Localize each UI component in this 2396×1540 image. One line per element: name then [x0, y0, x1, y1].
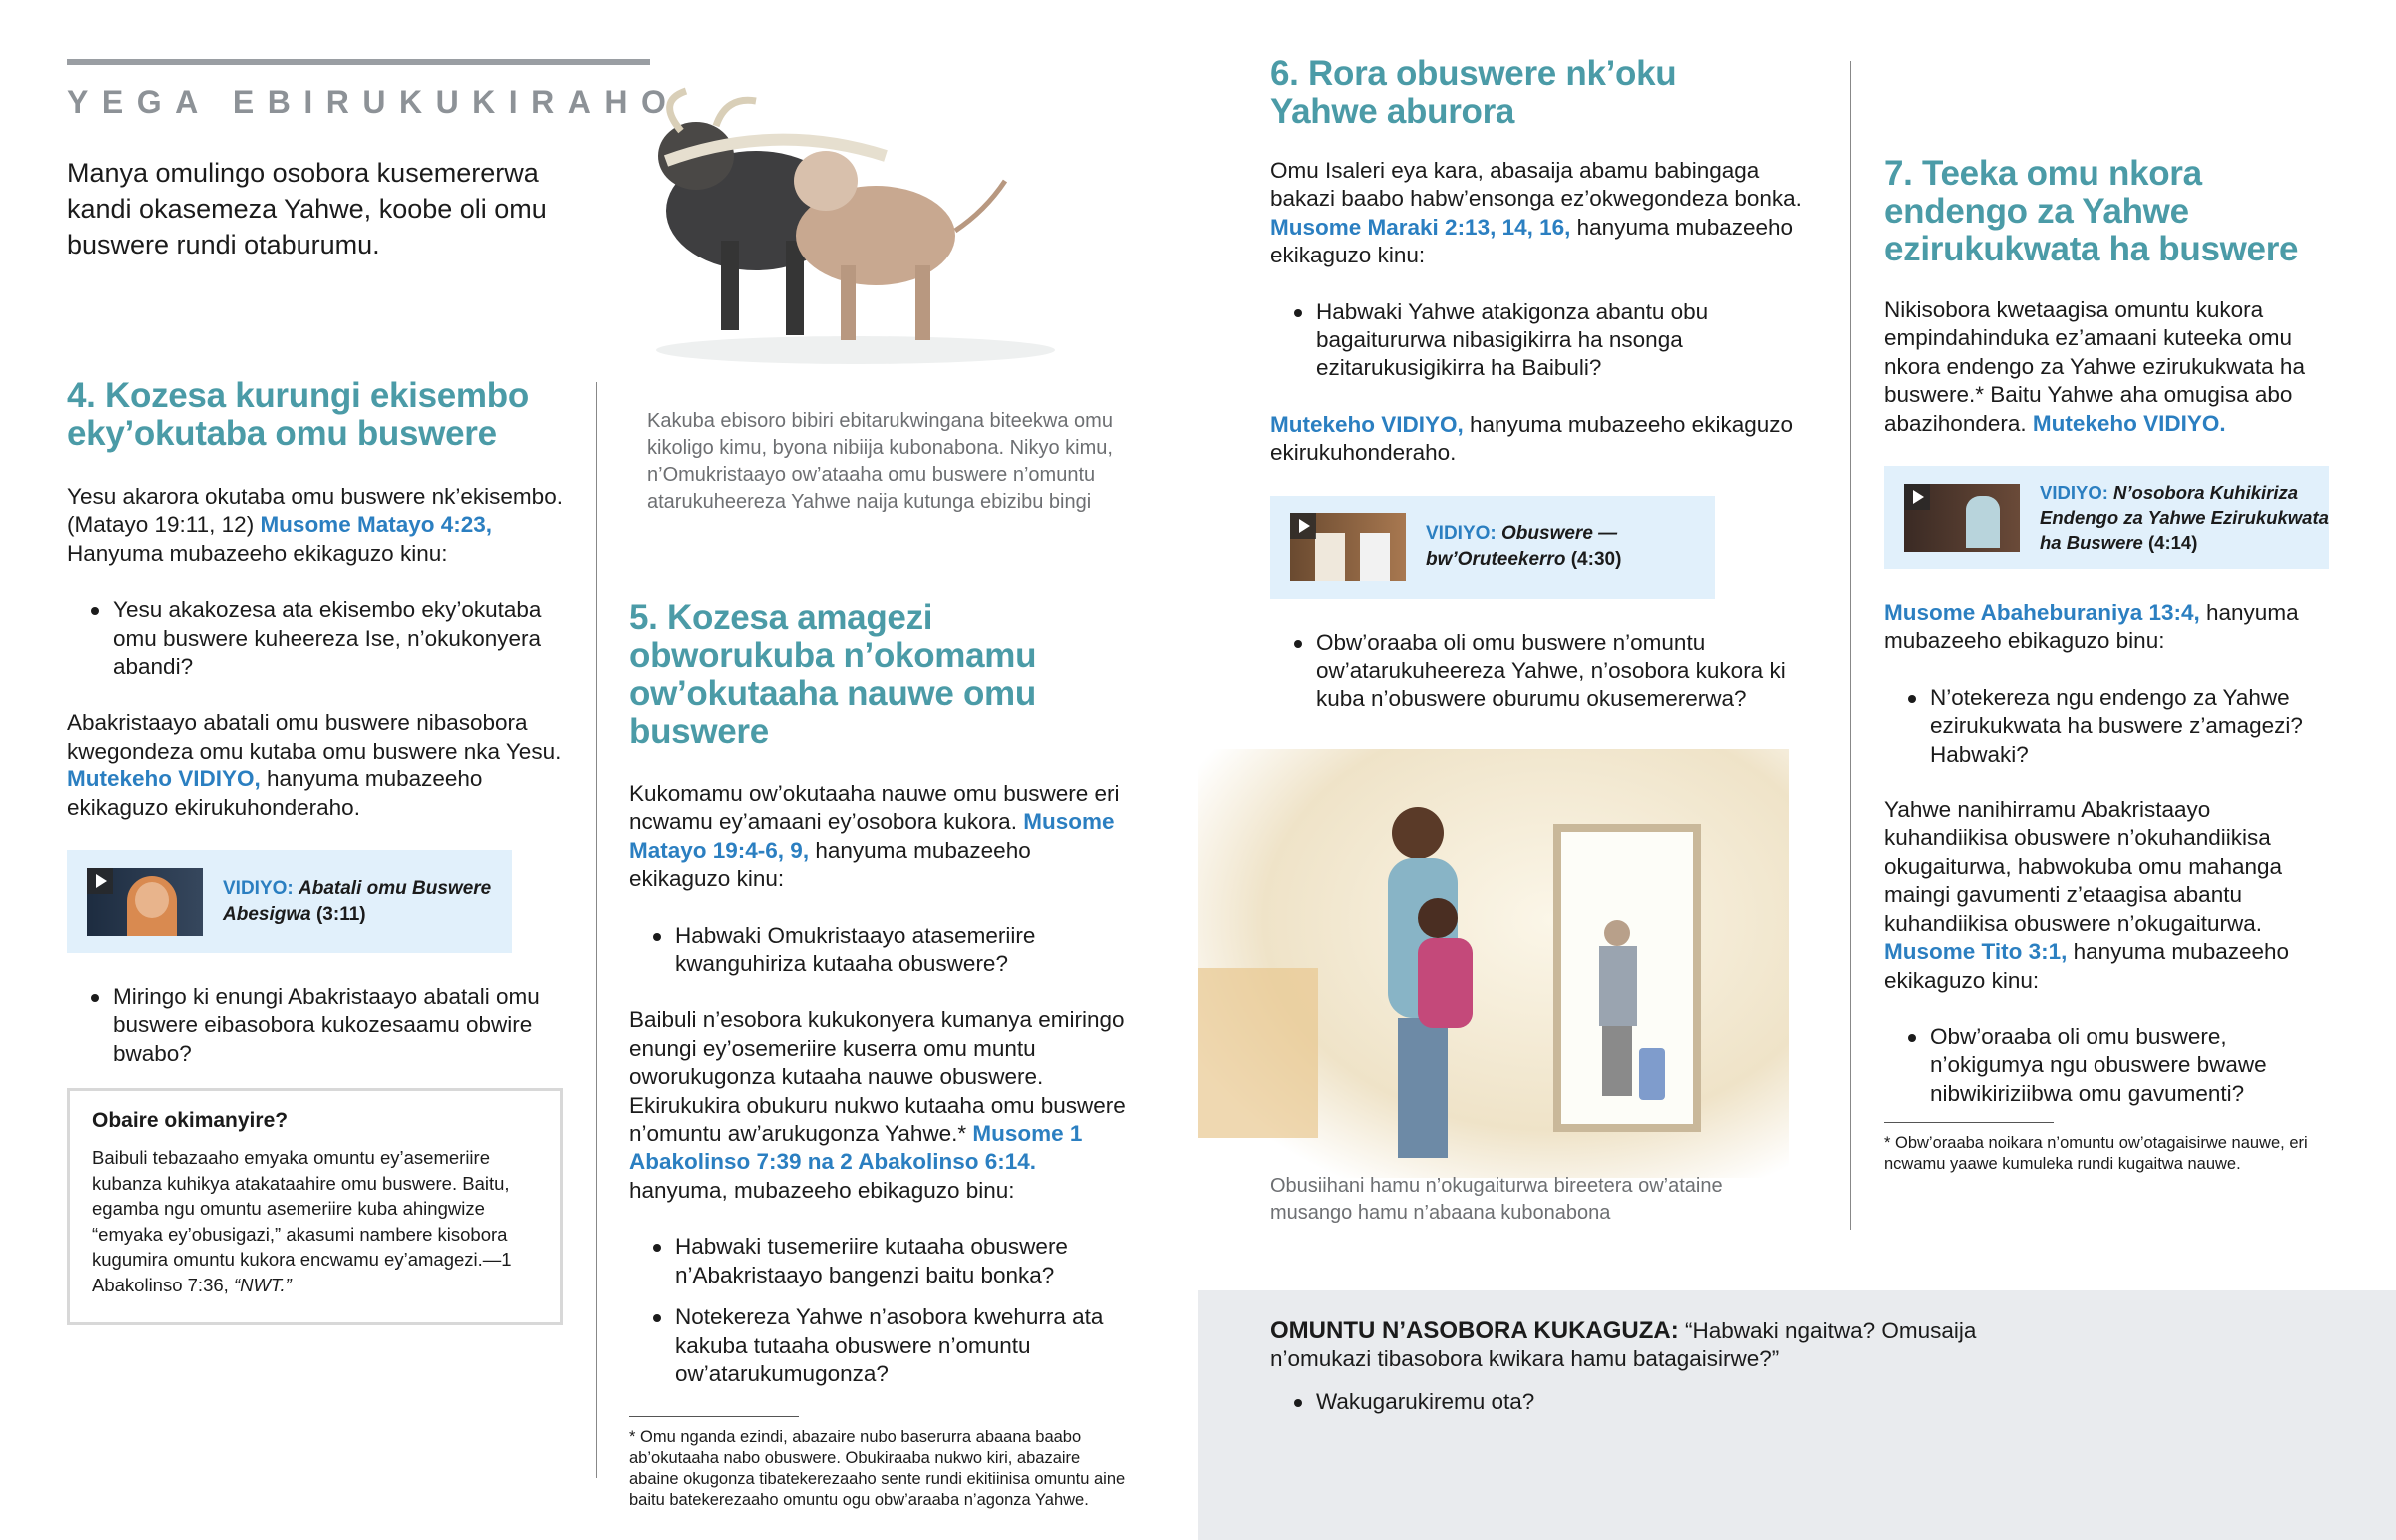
play-icon[interactable]: [1290, 513, 1316, 539]
section-4: [67, 377, 576, 1096]
video-thumbnail[interactable]: [1904, 484, 2020, 552]
video-label: VIDIYO:: [1426, 523, 1497, 545]
light-ox: [794, 151, 1005, 340]
footnote: * Obw’oraaba noikara n’omuntu ow’otagaisirwe nauwe, eri ncwamu yaawe kumuleka rundi kugaitwa nauwe.: [1884, 1134, 2308, 1174]
text: hanyuma mubazeeho ekikaguzo kinu:: [629, 837, 1031, 892]
video-duration: (3:11): [315, 903, 366, 925]
text: Nikisobora kwetaagisa omuntu kukora empindahinduka ez’amaani kuteeka omu nkora endengo za Yahwe ezirukukwata ha buswere.* Baitu Yahwe aha omugisa abo abazihondera.: [1884, 297, 2305, 436]
question-bullet: Miringo ki enungi Abakristaayo abatali omu buswere eibasobora kukozesaamu obwire bwabo?: [67, 983, 576, 1068]
citation: “NWT.”: [233, 1274, 292, 1295]
column-divider: [1850, 61, 1851, 1230]
question-bullet: Yesu akakozesa ata ekisembo eky’okutaba omu buswere kuheereza Ise, n’okukonyera abandi?: [67, 596, 576, 681]
header-rule: [67, 59, 650, 65]
section-4-title: 4. Kozesa kurungi ekisembo eky’okutaba omu buswere: [67, 376, 529, 453]
text: hanyuma mubazeeho ekikaguzo kinu:: [1884, 939, 2290, 993]
play-icon[interactable]: [87, 868, 113, 894]
scripture-link[interactable]: Musome 1 Abakolinso 7:39 na 2 Abakolinso 6:14.: [629, 1121, 1083, 1175]
footnote-rule: [629, 1416, 799, 1417]
video-card[interactable]: [1884, 466, 2329, 569]
section-6-title: 6. Rora obuswere nk’oku Yahwe aburora: [1270, 54, 1677, 131]
video-duration: (4:14): [2148, 532, 2198, 554]
family-caption: Obusiihani hamu n’okugaiturwa bireetera ow’ataine musango hamu n’abaana kubonabona: [1270, 1175, 1723, 1224]
text: hanyuma, mubazeeho ebikaguzo binu:: [629, 1177, 1015, 1203]
oxen-illustration: [626, 61, 1075, 366]
video-label: VIDIYO:: [223, 877, 294, 899]
oxen-caption: Kakuba ebisoro bibiri ebitarukwingana biteekwa omu kikoligo kimu, byona nibiija kubonabona. Nikyo kimu, n’Omukristaayo ow’ataaha omu buswere n’omuntu atarukuheereza Yahwe naija kutunga ebizibu bingi: [647, 410, 1113, 513]
info-box: [67, 1088, 563, 1325]
video-title: Abatali omu Buswere Abesigwa: [223, 877, 492, 925]
scripture-link[interactable]: Musome Matayo 19:4-6, 9,: [629, 809, 1115, 863]
video-thumbnail[interactable]: [1290, 513, 1406, 581]
question-bullet: N’otekereza ngu endengo za Yahwe ezirukukwata ha buswere z’amagezi? Habwaki?: [1884, 684, 2333, 769]
video-card[interactable]: [67, 850, 512, 953]
family-illustration: [1198, 749, 1789, 1178]
text: Yahwe nanihirramu Abakristaayo kuhandiikisa obuswere n’okuhandiikisa okugaiturwa, habwokuba omu mahanga maingi gavumenti z’etaagisa abantu kuhandiikisa obuswere n’okugaiturwa.: [1884, 797, 2283, 936]
intro-text: Manya omulingo osobora kusemererwa kandi okasemeza Yahwe, koobe oli omu buswere rundi otaburumu.: [67, 158, 547, 259]
text: Yesu akarora okutaba omu buswere nk’ekisembo. (Matayo 19:11, 12): [67, 484, 563, 538]
video-title: Obuswere —bw’Oruteekerro: [1426, 523, 1618, 571]
text: Kukomamu ow’okutaaha nauwe omu buswere eri ncwamu ey’amaani ey’osobora kukora.: [629, 781, 1120, 835]
scripture-link[interactable]: Musome Matayo 4:23,: [260, 512, 493, 538]
scripture-link[interactable]: Musome Tito 3:1,: [1884, 939, 2068, 965]
section-7-title: 7. Teeka omu nkora endengo za Yahwe ezirukukwata ha buswere: [1884, 154, 2299, 268]
question-bullet: Notekereza Yahwe n’asobora kwehurra ata kakuba tutaaha obuswere n’omuntu ow’atarukumugonza?: [629, 1303, 1128, 1388]
play-icon[interactable]: [1904, 484, 1930, 510]
panel-label: OMUNTU N’ASOBORA KUKAGUZA:: [1270, 1317, 1679, 1344]
text: hanyuma mubazeeho ekikaguzo ekirukuhonderaho.: [1270, 411, 1793, 466]
text: hanyuma mubazeeho ekikaguzo kinu:: [1270, 214, 1794, 268]
question-bullet: Wakugarukiremu ota?: [1270, 1388, 2049, 1416]
video-card[interactable]: [1270, 496, 1715, 599]
info-box-text: Baibuli tebazaaho emyaka omuntu ey’asemeriire kubanza kuhikya atakataahire omu buswere. Baitu, egamba ngu omuntu asemeriire kuba ahingwize “emyaka ey’obusigazi,” akasumi nambere kisobora kugumira omuntu kukora encwamu ey’amagezi.—1 Abakolinso 7:36,: [92, 1147, 512, 1295]
scripture-link[interactable]: Musome Abaheburaniya 13:4,: [1884, 600, 2200, 626]
s4-paragraph: [67, 709, 576, 822]
video-link[interactable]: Mutekeho VIDIYO.: [2032, 410, 2226, 436]
video-link[interactable]: Mutekeho VIDIYO,: [67, 767, 261, 792]
question-bullet: Obw’oraaba oli omu buswere n’omuntu ow’atarukuheereza Yahwe, n’osobora kukora ki kuba n’obuswere oburumu okusemererwa?: [1270, 629, 1819, 714]
question-bullet: Habwaki Omukristaayo atasemeriire kwanguhiriza kutaaha obuswere?: [629, 922, 1128, 979]
text: Baibuli n’esobora kukukonyera kumanya emiringo enungi ey’osemeriire kuserra omu muntu oworukugonza kutaaha nauwe obuswere. Ekirukukira obukuru nukwo kutaaha omu buswere n’omuntu aw’arukugonza Yahwe.*: [629, 1007, 1126, 1147]
video-title: N’osobora Kuhikiriza Endengo za Yahwe Ezirukukwata ha Buswere: [2040, 482, 2329, 554]
video-label: VIDIYO:: [2040, 482, 2108, 504]
section-6: [1270, 55, 1819, 742]
text: Hanyuma mubazeeho ekikaguzo kinu:: [67, 540, 448, 566]
info-box-title: Obaire okimanyire?: [92, 1109, 289, 1132]
video-duration: (4:30): [1570, 549, 1622, 571]
text: hanyuma mubazeeho ebikaguzo binu:: [1884, 600, 2299, 654]
section-7: [1884, 155, 2333, 1175]
scripture-link[interactable]: Musome Maraki 2:13, 14, 16,: [1270, 214, 1571, 240]
question-bullet: Obw’oraaba oli omu buswere, n’okigumya ngu obuswere bwawe nibwikiriziibwa omu gavumenti?: [1884, 1023, 2333, 1108]
video-link[interactable]: Mutekeho VIDIYO,: [1270, 411, 1464, 437]
kicker: YEGA EBIRUKUKIRAHO: [67, 84, 680, 120]
footnote: * Omu nganda ezindi, abazaire nubo baserurra abaana baabo ab’okutaaha nabo obuswere. Obukiraaba nukwo kiri, abazaire abaine okugonza tibatekerezaaho sente rundi ekitiinisa omuntu aine baitu batekerezaaho omuntu ogu obw’araaba n’agonza Yahwe.: [629, 1428, 1126, 1510]
question-panel-content: [1270, 1317, 2049, 1444]
text: Abakristaayo abatali omu buswere nibasobora kwegondeza omu kutaba omu buswere nka Yesu.: [67, 710, 562, 764]
section-5: [629, 599, 1128, 1511]
panel-question: “Habwaki ngaitwa? Omusaija n’omukazi tibasobora kwikara hamu batagaisirwe?”: [1270, 1318, 1977, 1372]
text: hanyuma mubazeeho ekikaguzo ekirukuhonderaho.: [67, 767, 483, 820]
video-thumbnail[interactable]: [87, 868, 203, 936]
question-bullet: Habwaki tusemeriire kutaaha obuswere n’Abakristaayo bangenzi baitu bonka?: [629, 1233, 1128, 1289]
column-divider: [596, 382, 597, 1478]
footnote-rule: [1884, 1122, 2054, 1123]
section-5-title: 5. Kozesa amagezi obworukuba n’okomamu ow’okutaaha nauwe omu buswere: [629, 598, 1037, 751]
s4-paragraph: [67, 483, 576, 568]
text: Omu Isaleri eya kara, abasaija abamu babingaga bakazi baabo habw’ensonga ez’okwegondeza bonka.: [1270, 158, 1802, 212]
question-bullet: Habwaki Yahwe atakigonza abantu obu bagaitururwa nibasigikirra ha nsonga ezitarukusigikirra ha Baibuli?: [1270, 298, 1819, 383]
